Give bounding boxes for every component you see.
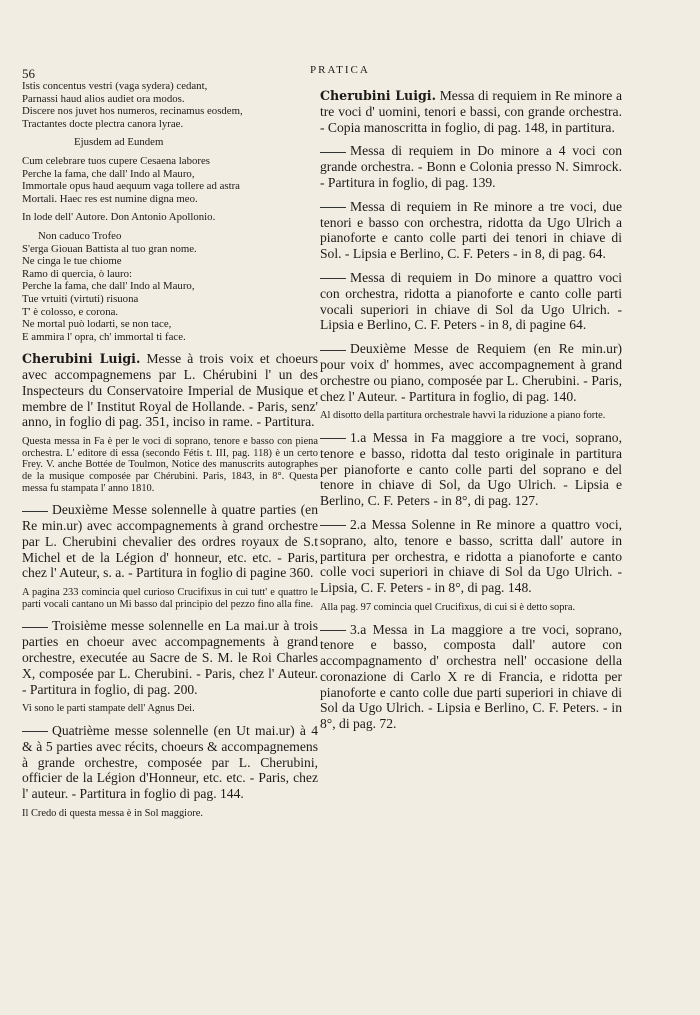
poem-line: Tractantes docte plectra canora lyrae.	[22, 117, 184, 130]
entry-text: 2.a Messa Solenne in Re minore a quattro voci, soprano, alto, tenore e basso, scritta dall' autore in partitura per orchestra, e ridotta a pianoforte e canto colle voci superiori in chiave di Sol da Ugo Ulrich. - Lipsia, C. F. Peters - in 8°, di pag. 148.	[320, 516, 622, 596]
poem-line: In lode dell' Autore. Don Antonio Apollonio.	[22, 211, 216, 224]
catalog-entry	[320, 622, 622, 733]
entry-text: 1.a Messa in Fa maggiore a tre voci, soprano, tenore e basso, ridotta dal testo originale in partitura per pianoforte e canto colle parti del soprano e del tenore in chiave di Sol, da Ugo Ulrich. - Lipsia e Berlino, C. F. Peters - in 8°, di pag. 127.	[320, 429, 622, 509]
entry-note: Al disotto della partitura orchestrale havvi la riduzione a piano forte.	[320, 410, 606, 422]
right-column	[320, 80, 622, 732]
poem-line: Ne cinga le tue chiome	[22, 255, 122, 268]
poem-line: Discere nos juvet hos numeros, recinamus eosdem,	[22, 105, 243, 118]
poem-line: Ejusdem ad Eundem	[74, 136, 164, 149]
catalog-entry	[320, 430, 622, 509]
ditto-rule	[320, 630, 346, 631]
ditto-rule	[320, 350, 346, 351]
entry-note: Il Credo di questa messa è in Sol maggiore.	[22, 807, 203, 819]
catalog-entry	[22, 618, 318, 697]
entry-text: Deuxième Messe de Requiem (en Re min.ur) pour voix d' hommes, avec accompagnement à grand orchestre ou piano, composée par L. Cherubini. - Paris, chez l' Auteur. - Partitura in foglio, di pag. 140.	[320, 341, 622, 404]
poem-block	[22, 80, 318, 343]
entry-text: 3.a Messa in La maggiore a tre voci, soprano, tenore e basso, composta dall' autore con accompagnamento d' orchestra nell' occasione della coronazione di Carlo X re di Francia, e ridotta per pianoforte e canto colle due parti superiori in chiave di Sol da Ugo Ulrich. - Lipsia e Berlino, C. F. Peters. - in 8°, di pag. 72.	[320, 621, 622, 732]
catalog-entry	[320, 88, 622, 135]
catalog-entry	[320, 143, 622, 190]
entry-text: Deuxième Messe solennelle à quatre parties (en Re min.ur) avec accompagnements à grand orchestre par L. Cherubini chevalier des ordres royaux de S.t Michel et de la Légion d' honneur, etc. etc. - Paris, chez l' Auteur, s. a. - Partitura in foglio di pagine 360.	[22, 502, 318, 581]
ditto-rule	[22, 627, 48, 628]
poem-line: Cum celebrare tuos cupere Cesaena labores	[22, 154, 210, 167]
entry-note: Questa messa in Fa è per le voci di soprano, tenore e basso con piena orchestra. L' editore di essa (secondo Fétis t. III, pag. 118) è un certo Frey. V. anche Bottée de Toulmon, Notice des manuscrits autographes de la musique composée par Chérubini. Paris, 1843, in 8°. Questa messa fu stampata l' anno 1810.	[22, 436, 318, 494]
entry-text: Messa di requiem in Re minore a tre voci d' uomini, tenori e bassi, con grande orchestra. - Copia manoscritta in foglio, di pag. 148, in partitura.	[320, 88, 623, 135]
entry-text: Messa di requiem in Re minore a tre voci, due tenori e basso con orchestra, ridotta da Ugo Ulrich a pianoforte e canto colle parti dei tenori in chiave di Sol. - Lipsia e Berlino, C. F. Peters - in 8, di pag. 64.	[320, 198, 622, 262]
right-entries	[320, 88, 622, 732]
poem-line: Ne mortal può lodarti, se non tace,	[22, 318, 172, 331]
page-number: 56	[22, 66, 35, 81]
left-entries	[22, 351, 318, 819]
poem-line: Ramo di quercia, ò lauro:	[22, 267, 133, 280]
poem-line: E ammira l' opra, ch' immortal ti face.	[22, 330, 186, 343]
poem-line: Perche la fama, che dall' Indo al Mauro,	[22, 167, 195, 180]
poem-line: T' è colosso, e corona.	[22, 305, 119, 318]
ditto-rule	[22, 511, 48, 512]
poem-line: Mortali. Haec res est numine digna meo.	[22, 192, 198, 205]
catalog-entry	[22, 351, 318, 430]
poem-line: S'erga Giouan Battista al tuo gran nome.	[22, 242, 197, 255]
composer-name: Cherubini Luigi.	[22, 351, 141, 367]
poem-line: Immortale opus haud aequum vaga tollere ad astra	[22, 180, 240, 193]
ditto-rule	[320, 525, 346, 526]
catalog-entry	[320, 199, 622, 262]
catalog-entry	[320, 517, 622, 596]
poem-line: Non caduco Trofeo	[38, 229, 122, 242]
ditto-rule	[320, 207, 346, 208]
left-column	[22, 80, 318, 820]
ditto-rule	[320, 278, 346, 279]
catalog-entry	[22, 723, 318, 802]
catalog-entry	[320, 270, 622, 333]
entry-text: Messa di requiem in Do minore a 4 voci con grande orchestra. - Bonn e Colonia presso N. Simrock. - Partitura in foglio, di pag. 139.	[320, 143, 622, 190]
entry-note: A pagina 233 comincia quel curioso Crucifixus in cui tutt' e quattro le parti vocali cantano un Mi basso dal principio del pezzo fino alla fine.	[22, 587, 318, 610]
entry-text: Messe à trois voix et choeurs avec accompagnemens par L. Chérubini l' un des Inspecteurs du Conservatoire Imperial de Musique et membre de l' Institut Royal de Hollande. - Paris, senz' anno, in foglio di pag. 351, inciso in rame. - Partitura.	[22, 351, 318, 430]
poem-line: Istis concentus vestri (vaga sydera) cedant,	[22, 80, 208, 92]
poem-line: Parnassi haud alios audiet ora modos.	[22, 92, 185, 105]
ditto-rule	[320, 152, 346, 153]
ditto-rule	[22, 731, 48, 732]
running-title: PRATICA	[310, 64, 370, 76]
entry-note: Alla pag. 97 comincia quel Crucifixus, di cui si è detto sopra.	[320, 601, 576, 613]
entry-text: Quatrième messe solennelle (en Ut mai.ur) à 4 & à 5 parties avec récits, choeurs & accompagnemens à grande orchestre, composée par L. Cherubini, officier de la Légion d'Honneur, etc. etc. - Paris, chez l' auteur. - Partitura in foglio di pag. 144.	[22, 722, 318, 802]
entry-text: Troisième messe solennelle en La mai.ur à trois parties en choeur avec accompagnements à grand orchestre, executée au Sacre de S. M. le Roi Charles X, composée par L. Cherubini. - Paris, chez l' Auteur. - Partitura in foglio, di pag. 200.	[22, 618, 318, 697]
entry-note: Vi sono le parti stampate dell' Agnus Dei.	[22, 703, 195, 715]
catalog-entry	[22, 502, 318, 581]
composer-name: Cherubini Luigi.	[320, 88, 436, 103]
catalog-entry	[320, 341, 622, 404]
entry-text: Messa di requiem in Do minore a quattro voci con orchestra, ridotta a pianoforte e canto colle parti vocali superiori in chiave di Sol da Ugo Ulrich. - Lipsia e Berlino, C. F. Peters - in 8, di pagine 64.	[320, 269, 622, 333]
poem-line: Tue vrtuiti (virtuti) risuona	[22, 292, 139, 305]
ditto-rule	[320, 438, 346, 439]
poem-line: Perche la fama, che dall' Indo al Mauro,	[22, 280, 195, 293]
